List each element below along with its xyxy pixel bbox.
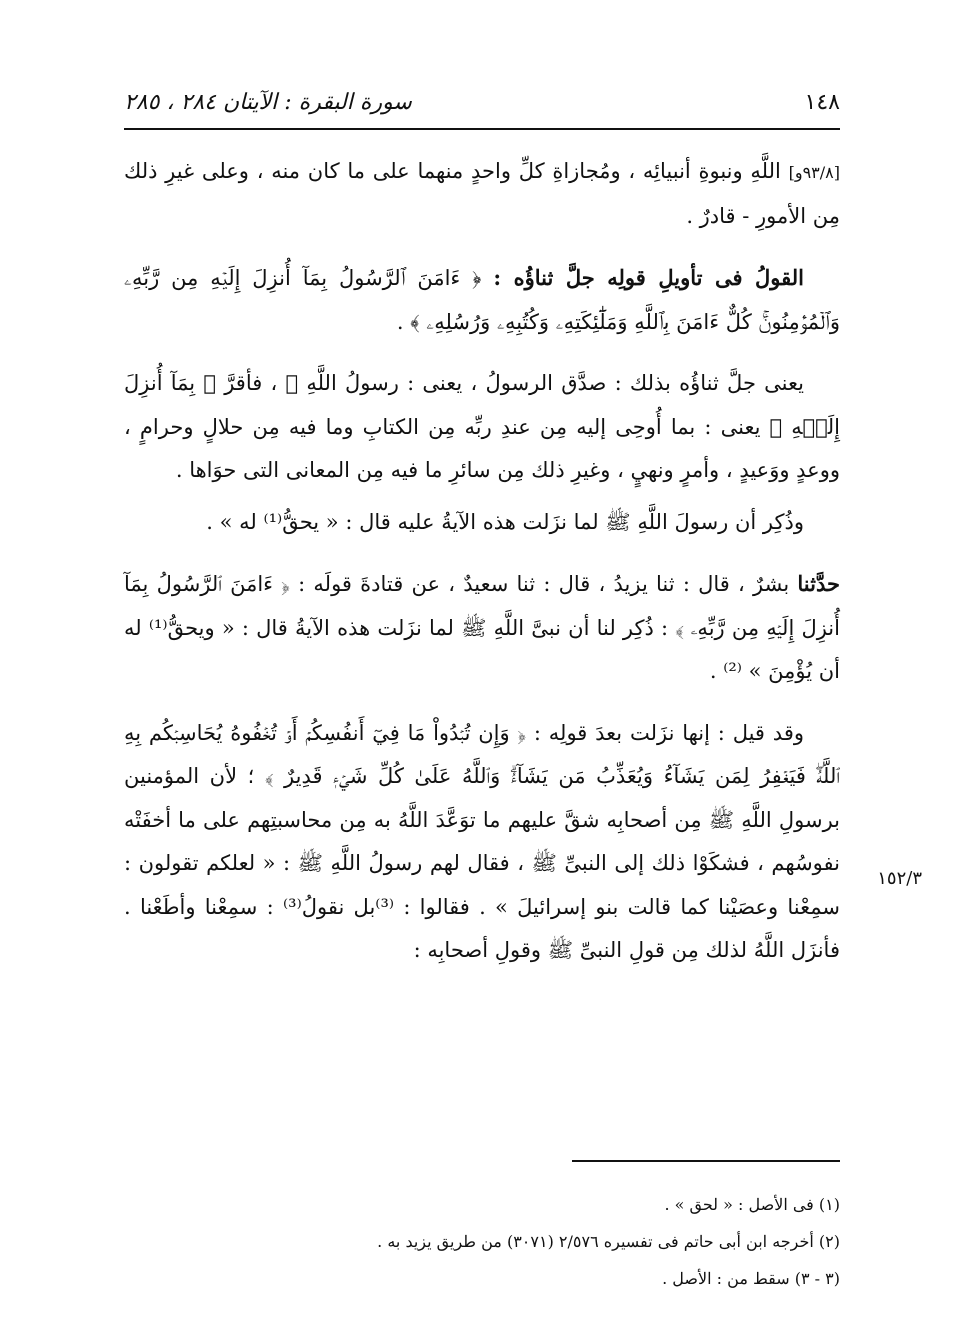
paragraph-5-text: بشرٌ ، قال : ثنا يزيدُ ، قال : ثنا سعيدٌ ، عن قتادةَ قولَه : ﴿ ءَامَنَ ٱلرَّسُولُ بِمَآ أُنزِلَ إِلَيۡهِ مِن رَّبِّهِۦ ﴾ : ذُكِر لنا أن نبىَّ اللَّهِ ﷺ لما نزَلت هذه الآيةُ قال : « ويحقُّ⁽¹⁾ له أن يُؤْمِنَ » ⁽²⁾ . <box>124 572 840 683</box>
paragraph-1 <box>124 150 840 238</box>
margin-volume-page-note: ١٥٢/٣ <box>877 868 922 889</box>
paragraph-1-text: اللَّهِ ونبوةِ أنبيائِه ، ومُجازاةِ كلِّ واحدٍ منهما على ما كان منه ، وعلى غيرِ ذلك مِن الأمورِ - قادرٌ . <box>124 159 840 228</box>
footnote-rule <box>572 1160 840 1162</box>
paragraph-3 <box>124 362 840 493</box>
paragraph-2 <box>124 256 840 344</box>
page-number: ١٤٨ <box>804 89 840 115</box>
running-title: سورة البقرة : الآيتان ٢٨٤ ، ٢٨٥ <box>124 89 412 115</box>
paragraph-4 <box>124 501 840 545</box>
footnote-1: (١) فى الأصل : « لحق » . <box>664 1195 840 1214</box>
main-text <box>124 150 840 981</box>
footnote-3: (٣ - ٣) سقط من : الأصل . <box>662 1269 840 1288</box>
quran-verse: ﴿ ءَامَنَ ٱلرَّسُولُ بِمَآ أُنزِلَ إِلَيۡهِ مِن رَّبِّهِۦ وَٱلۡمُؤۡمِنُونَۚ كُلٌّ ءَامَنَ بِٱللَّهِ وَمَلَٰٓئِكَتِهِۦ وَكُتُبِهِۦ وَرُسُلِهِۦ ﴾ . <box>124 266 840 334</box>
page-header <box>124 82 840 122</box>
footnotes <box>124 1186 840 1297</box>
paragraph-3-text: يعنى جلَّ ثناؤُه بذلك : صدَّق الرسولُ ، يعنى : رسولُ اللَّهِ ﷺ ، فأقرَّ ﴿ بِمَآ أُنزِلَ إِلَيۡهِ ﴾ يعنى : بما أُوحِى إليه مِن عندِ ربِّه مِن الكتابِ وما فيه مِن حلالٍ وحرامٍ ، ووعدٍ ووَعيدٍ ، وأمرٍ ونهيٍ ، وغيرِ ذلك مِن سائرِ ما فيه مِن المعانى التى حوَاها . <box>124 371 840 482</box>
header-rule <box>124 128 840 130</box>
paragraph-4-text: وذُكِر أن رسولَ اللَّهِ ﷺ لما نزَلت هذه الآيةُ عليه قال : « يحقُّ⁽¹⁾ له » . <box>206 509 804 534</box>
hadith-lead: حدَّثنا <box>797 571 840 596</box>
paragraph-6-text: وقد قيل : إنها نزَلت بعدَ قولِه : ﴿ وَإِن تُبۡدُواْ مَا فِيٓ أَنفُسِكُمۡ أَوۡ تُخۡفُوهُ يُحَاسِبۡكُم بِهِ ٱللَّهُۖ فَيَغۡفِرُ لِمَن يَشَآءُ وَيُعَذِّبُ مَن يَشَآءُۗ وَٱللَّهُ عَلَىٰ كُلِّ شَيۡءٖ قَدِيرٌ ﴾ ؛ لأن المؤمنين برسولِ اللَّهِ ﷺ مِن أصحابِه شقَّ عليهم ما توَعَّدَ اللَّهُ به مِن محاسبتِهم على ما أخفَتْه نفوسُهم ، فشكَوْا ذلك إلى النبىِّ ﷺ ، فقال لهم رسولُ اللَّهِ ﷺ : « لعلكم تقولون : سمِعْنا وعصَيْنا كما قالت بنو إسرائيلَ » . فقالوا : ⁽³⁾بل نقولُ⁽³⁾ : سمِعْنا وأطَعْنا . فأنزَل اللَّهُ لذلك مِن قولِ النبىِّ ﷺ وقولِ أصحابِه : <box>124 720 840 962</box>
footnote-2: (٢) أخرجه ابن أبى حاتم فى تفسيره ٢/٥٧٦ (٣٠٧١) من طريق يزيد به . <box>377 1232 840 1251</box>
manuscript-reference: [٩٣/٨و] <box>788 163 840 182</box>
section-heading: القولُ فى تأويلِ قولِه جلَّ ثناؤُه : <box>493 265 804 290</box>
paragraph-5 <box>124 562 840 694</box>
paragraph-6 <box>124 712 840 973</box>
